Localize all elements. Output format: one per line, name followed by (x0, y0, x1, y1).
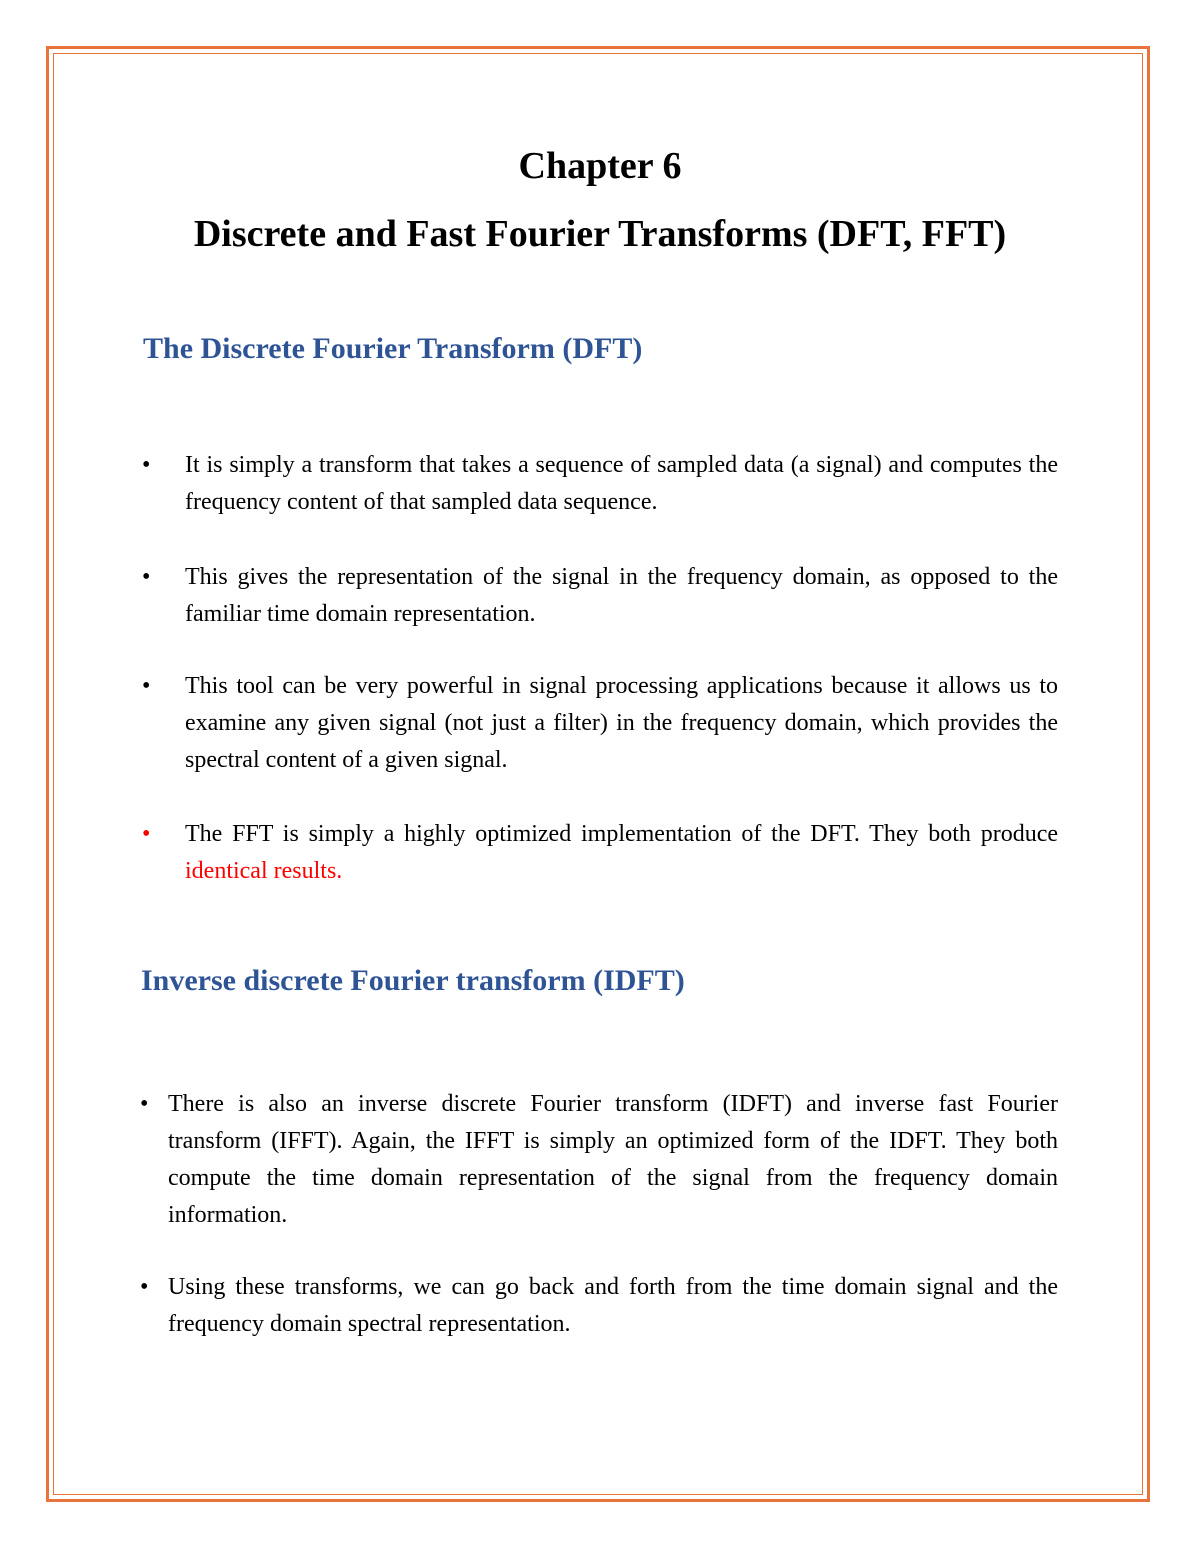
list-item-text: It is simply a transform that takes a sequence of sampled data (a signal) and computes the frequency content of that sampled data sequence. (185, 452, 1058, 515)
list-item-text: This tool can be very powerful in signal processing applications because it allows us to examine any given signal (not just a filter) in the frequency domain, which provides the spectral content of a given signal. (185, 673, 1058, 773)
bullet-dot-icon: • (140, 1274, 149, 1300)
bullet-dot-icon: • (142, 821, 151, 847)
list-item (142, 668, 1058, 779)
list-item-text: This gives the representation of the signal in the frequency domain, as opposed to the familiar time domain representation. (185, 564, 1058, 627)
list-item (142, 447, 1058, 521)
emphasis-text: identical results. (185, 858, 343, 884)
chapter-number: Chapter 6 (518, 145, 682, 187)
section-heading-idft: Inverse discrete Fourier transform (IDFT) (141, 964, 685, 997)
bullet-dot-icon: • (142, 673, 151, 699)
list-item-text: The FFT is simply a highly optimized implementation of the DFT. They both produce (185, 821, 1058, 847)
list-item-text: There is also an inverse discrete Fourier transform (IDFT) and inverse fast Fourier transform (IFFT). Again, the IFFT is simply an optimized form of the IDFT. They both compute the time domain representation of the signal from the frequency domain information. (168, 1091, 1058, 1228)
list-item (140, 1269, 1058, 1343)
chapter-title: Discrete and Fast Fourier Transforms (DFT, FFT) (193, 213, 1007, 255)
bullet-dot-icon: • (140, 1091, 149, 1117)
list-item (142, 559, 1058, 633)
list-item (140, 1086, 1058, 1234)
bullet-dot-icon: • (142, 564, 151, 590)
list-item-text: Using these transforms, we can go back and forth from the time domain signal and the frequency domain spectral representation. (168, 1274, 1058, 1337)
section-heading-dft: The Discrete Fourier Transform (DFT) (143, 332, 643, 365)
bullet-dot-icon: • (142, 452, 151, 478)
list-item-highlight (142, 816, 1058, 890)
